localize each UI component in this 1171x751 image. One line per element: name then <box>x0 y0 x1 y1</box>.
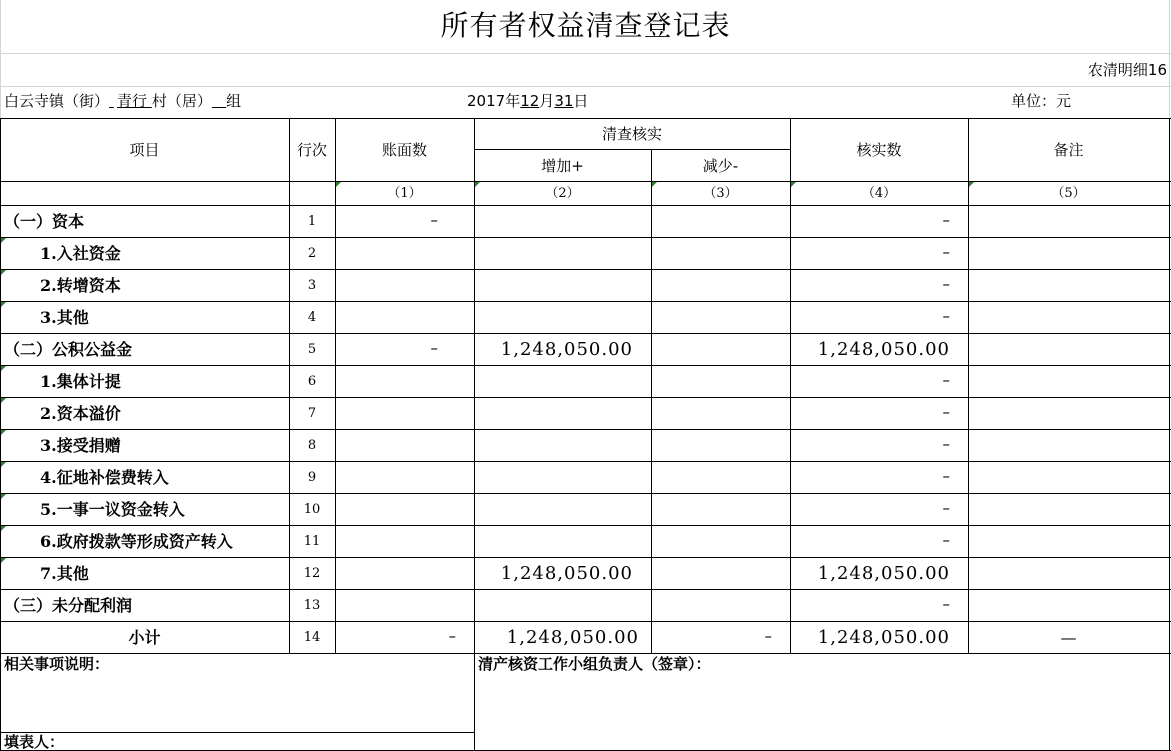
header-decrease: 减少- <box>702 157 739 175</box>
row-item-label: （三）未分配利润 <box>4 596 133 615</box>
row-line <box>0 365 1171 366</box>
row-item-label: 6.政府拨款等形成资产转入 <box>40 532 233 551</box>
preparer-label: 填表人： <box>4 733 65 751</box>
header-verify: 清查核实 <box>601 125 662 143</box>
col-number: （3） <box>703 186 738 201</box>
book-value: – <box>430 211 438 229</box>
row-line <box>0 461 1171 462</box>
verified-value: – <box>942 595 950 613</box>
row-line <box>0 493 1171 494</box>
col-line-book <box>474 118 475 751</box>
verified-value: – <box>942 243 950 261</box>
header-bottom-line <box>0 181 1171 182</box>
verified-value: – <box>942 371 950 389</box>
unit-label: 单位：元 <box>1011 92 1072 110</box>
cell-indicator-triangle <box>1 462 6 467</box>
verified-value: 1,248,050.00 <box>817 339 950 360</box>
row-line <box>0 621 1171 622</box>
col-number: （1） <box>387 186 422 201</box>
row-number: 10 <box>303 502 321 517</box>
cell-indicator-triangle <box>1 526 6 531</box>
row-number: 3 <box>307 278 317 293</box>
row-line <box>0 429 1171 430</box>
report-date <box>467 94 588 109</box>
border-right <box>1169 118 1170 751</box>
colnum-bottom-line <box>0 205 1171 206</box>
row-item-label: 7.其他 <box>40 564 89 583</box>
row-line <box>0 397 1171 398</box>
date-day: 31 <box>554 92 574 110</box>
verified-value: – <box>942 435 950 453</box>
col-number: （4） <box>861 186 897 201</box>
date-year-suffix: 年 <box>505 92 521 110</box>
location-line <box>4 94 241 109</box>
row-line <box>0 269 1171 270</box>
date-month-suffix: 月 <box>539 92 555 110</box>
row-line <box>0 525 1171 526</box>
cell-indicator-triangle <box>791 182 796 187</box>
row-line <box>0 301 1171 302</box>
row-line <box>0 589 1171 590</box>
row-number: 5 <box>307 342 317 357</box>
cell-indicator-triangle <box>336 182 341 187</box>
preparer-line <box>0 732 474 733</box>
cell-indicator-triangle <box>1 430 6 435</box>
cell-indicator-triangle <box>475 182 480 187</box>
col-number: （5） <box>1051 186 1086 201</box>
row-number: 6 <box>307 374 317 389</box>
page-title: 所有者权益清查登记表 <box>440 9 731 42</box>
row-number: 2 <box>307 246 317 261</box>
row-item-label: 4.征地补偿费转入 <box>40 468 169 487</box>
book-value: – <box>448 627 456 645</box>
header-verified: 核实数 <box>856 141 902 159</box>
group-suffix: 组 <box>226 92 242 110</box>
form-code: 农清明细16 <box>1087 61 1167 79</box>
row-number: 8 <box>307 438 317 453</box>
row-number: 14 <box>303 630 321 645</box>
header-item: 项目 <box>129 141 160 159</box>
town-name: 白云寺 <box>4 92 50 110</box>
cell-indicator-triangle <box>1 494 6 499</box>
remark-value: — <box>1060 628 1077 647</box>
table-bottom-line <box>0 653 1171 654</box>
row-item-label: 1.集体计提 <box>40 372 121 391</box>
date-month: 12 <box>520 92 540 110</box>
notes-label: 相关事项说明： <box>4 655 110 673</box>
village-suffix: 村（居） <box>151 92 212 110</box>
row-item-label: 3.接受捐赠 <box>40 436 121 455</box>
header-book: 账面数 <box>381 141 427 159</box>
book-value: – <box>430 339 438 357</box>
row-line <box>0 237 1171 238</box>
row-item-label: 5.一事一议资金转入 <box>40 500 185 519</box>
header-remark: 备注 <box>1053 141 1084 159</box>
row-number: 12 <box>303 566 321 581</box>
row-item-label: 3.其他 <box>40 308 89 327</box>
cell-indicator-triangle <box>969 182 974 187</box>
verified-value: – <box>942 275 950 293</box>
verified-value: – <box>942 307 950 325</box>
gridline <box>0 53 1171 54</box>
row-number: 4 <box>307 310 317 325</box>
row-item-label: 2.资本溢价 <box>40 404 121 423</box>
increase-value: 1,248,050.00 <box>506 627 639 648</box>
responsible-label: 清产核资工作小组负责人（签章）： <box>478 655 711 673</box>
cell-indicator-triangle <box>1 270 6 275</box>
verified-value: 1,248,050.00 <box>817 563 950 584</box>
cell-indicator-triangle <box>1 302 6 307</box>
verified-value: – <box>942 531 950 549</box>
cell-indicator-triangle <box>1 398 6 403</box>
verified-value: 1,248,050.00 <box>817 627 950 648</box>
col-line-inc <box>651 149 652 653</box>
row-item-label: （一）资本 <box>4 212 85 231</box>
increase-value: 1,248,050.00 <box>500 563 633 584</box>
row-item-label: 2.转增资本 <box>40 276 121 295</box>
cell-indicator-triangle <box>1 238 6 243</box>
town-suffix: 镇（街） <box>49 92 110 110</box>
verified-value: – <box>942 403 950 421</box>
verified-value: – <box>942 467 950 485</box>
row-number: 13 <box>303 598 321 613</box>
increase-value: 1,248,050.00 <box>500 339 633 360</box>
verified-value: – <box>942 499 950 517</box>
table-border-top <box>0 118 1171 119</box>
row-item-label: 小计 <box>128 628 161 647</box>
row-item-label: 1.入社资金 <box>40 244 121 263</box>
cell-indicator-triangle <box>652 182 657 187</box>
row-line <box>0 333 1171 334</box>
village-name: 青行 <box>117 92 148 110</box>
date-day-suffix: 日 <box>573 92 589 110</box>
header-sub-line <box>474 149 790 150</box>
header-increase: 增加+ <box>541 157 584 175</box>
row-number: 7 <box>307 406 317 421</box>
cell-indicator-triangle <box>1 366 6 371</box>
cell-indicator-triangle <box>1 558 6 563</box>
row-number: 1 <box>307 214 317 229</box>
gridline <box>0 86 1171 87</box>
row-item-label: （二）公积公益金 <box>4 340 133 359</box>
verified-value: – <box>942 211 950 229</box>
row-number: 9 <box>307 470 317 485</box>
col-number: （2） <box>545 186 580 201</box>
row-line <box>0 557 1171 558</box>
row-number: 11 <box>303 534 321 549</box>
decrease-value: – <box>764 627 772 645</box>
date-year: 2017 <box>467 92 506 110</box>
header-row-no: 行次 <box>296 141 327 159</box>
